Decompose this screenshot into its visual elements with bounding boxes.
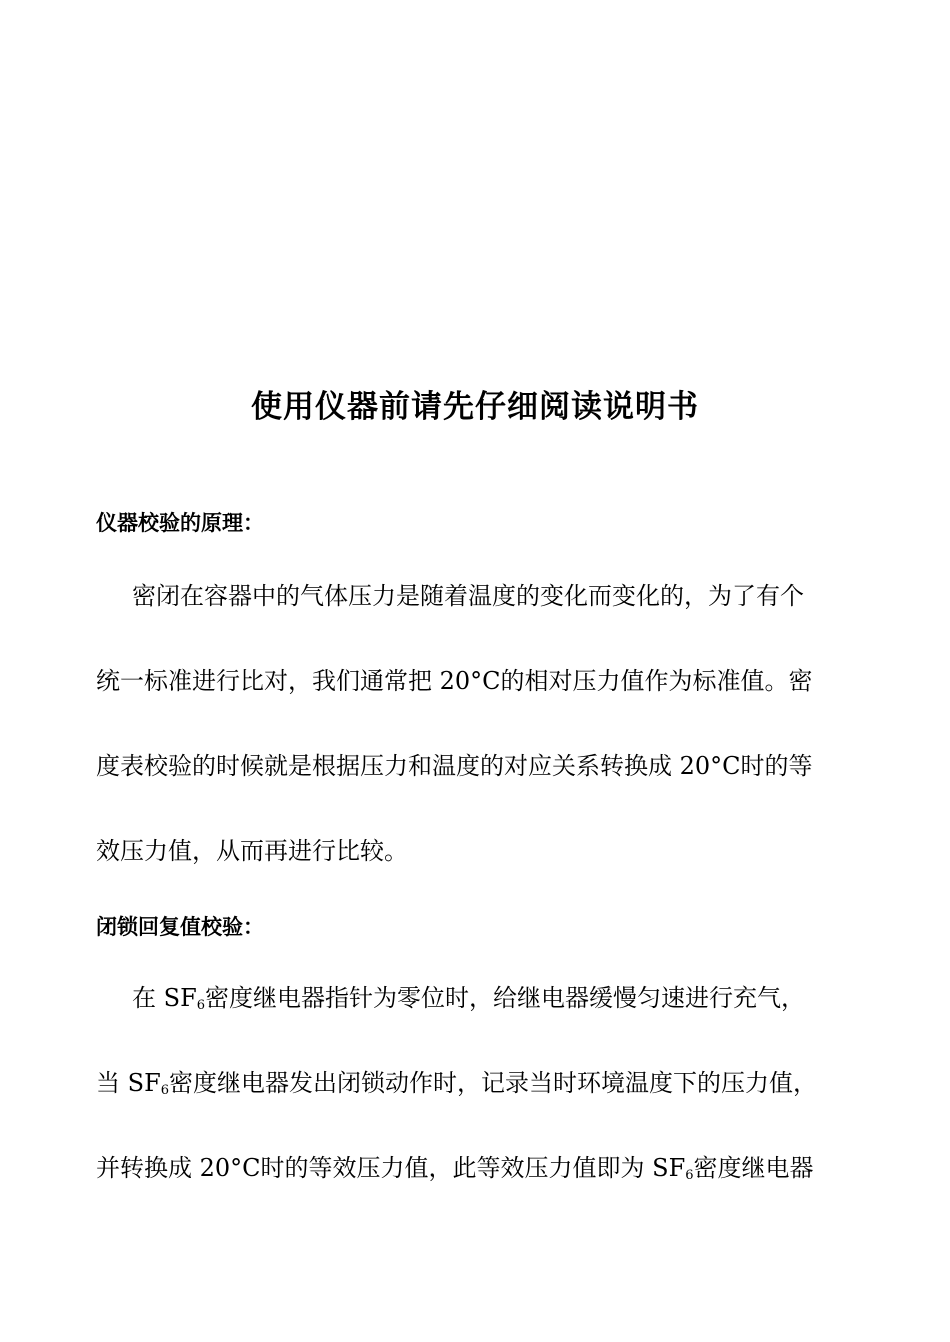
line-text: 密度继电器发出闭锁动作时，记录当时环境温度下的压力值， <box>169 1069 818 1097</box>
line-text: 在 SF <box>132 984 197 1012</box>
line-text: 密度继电器指针为零位时，给继电器缓慢匀速进行充气， <box>205 984 806 1012</box>
paragraph-line: 密闭在容器中的气体压力是随着温度的变化而变化的，为了有个 <box>132 582 804 610</box>
paragraph-line <box>96 1150 866 1186</box>
paragraph-line: 度表校验的时候就是根据压力和温度的对应关系转换成 20°C时的等 <box>96 752 813 780</box>
line-text: 密度继电器 <box>693 1154 814 1182</box>
paragraph-line: 效压力值，从而再进行比较。 <box>96 837 408 865</box>
section-heading-principle: 仪器校验的原理： <box>96 510 264 535</box>
subscript: 6 <box>160 1083 170 1098</box>
paragraph-line <box>96 1065 866 1101</box>
subscript: 6 <box>196 998 206 1013</box>
paragraph-line: 统一标准进行比对，我们通常把 20°C的相对压力值作为标准值。密 <box>96 667 813 695</box>
paragraph-line <box>132 980 902 1016</box>
subscript: 6 <box>685 1168 694 1183</box>
line-text: 并转换成 20°C时的等效压力值，此等效压力值即为 SF <box>96 1154 686 1182</box>
line-text: 当 SF <box>96 1069 161 1097</box>
document-title: 使用仪器前请先仔细阅读说明书 <box>251 389 699 425</box>
section-heading-lockout-reset: 闭锁回复值校验： <box>96 914 264 939</box>
